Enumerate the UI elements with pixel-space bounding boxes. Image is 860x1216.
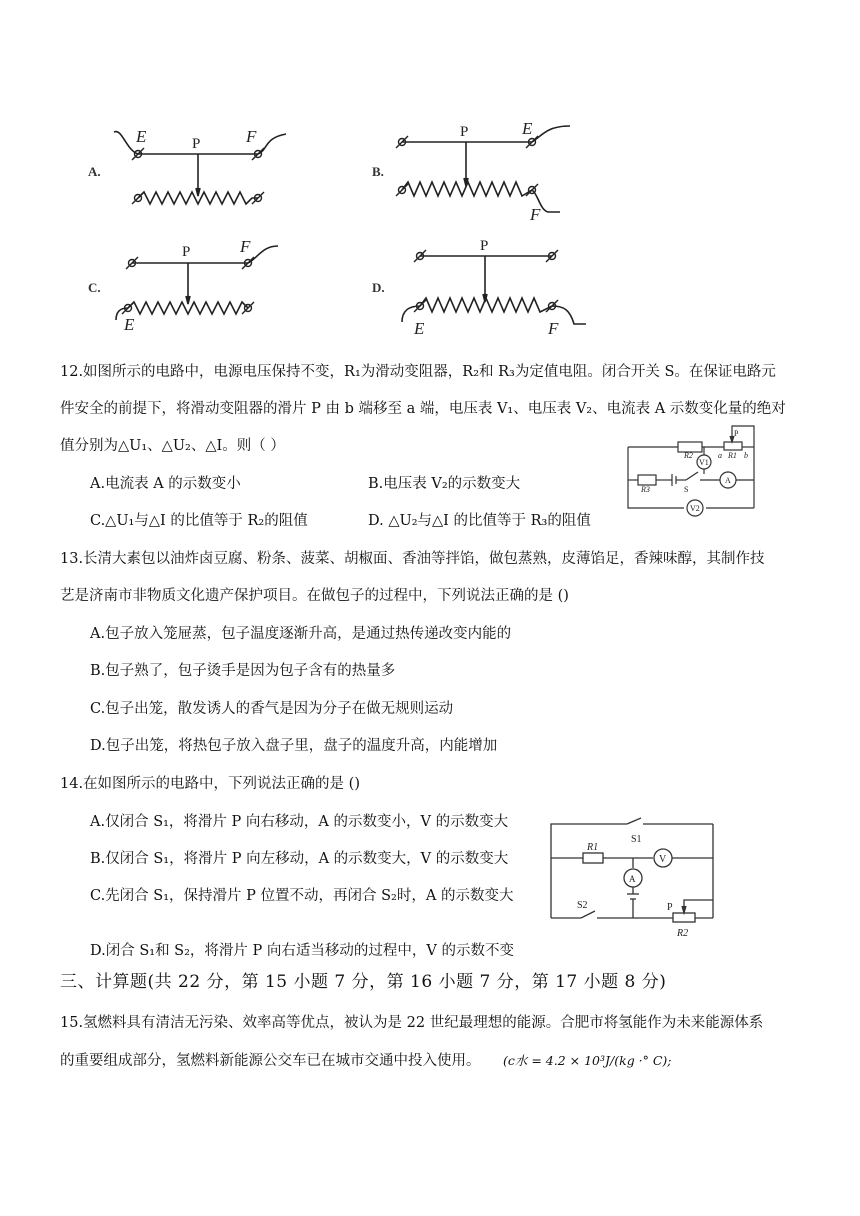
q14-circuit-diagram <box>545 812 720 942</box>
q13-option-d: D.包子出笼，将热包子放入盘子里，盘子的温度升高，内能增加 <box>90 738 498 754</box>
q14-label-s2: S2 <box>577 900 588 911</box>
label-b-f: F <box>530 205 541 224</box>
q12-line1: 12.如图所示的电路中，电源电压保持不变，R₁为滑动变阻器，R₂和 R₃为定值电阻。闭合开关 S。在保证电路元 <box>60 364 776 380</box>
q12-label-a: a <box>718 451 722 460</box>
q12-label-r2: R2 <box>684 451 693 460</box>
q14-option-a: A.仅闭合 S₁，将滑片 P 向右移动，A 的示数变小，V 的示数变大 <box>90 814 509 830</box>
q13-option-c: C.包子出笼，散发诱人的香气是因为分子在做无规则运动 <box>90 701 454 717</box>
label-a-e: E <box>136 127 147 146</box>
q15-line1: 15.氢燃料具有清洁无污染、效率高等优点，被认为是 22 世纪最理想的能源。合肥市将氢能作为未来能源体系 <box>60 1015 764 1031</box>
label-d-f: F <box>548 319 559 338</box>
label-c-p: P <box>182 244 191 260</box>
label-b-p: P <box>460 124 469 140</box>
label-d-e: E <box>414 319 425 338</box>
q11-options-figure <box>80 110 620 350</box>
q14-label-r1: R1 <box>587 842 599 853</box>
q12-label-b: b <box>744 451 748 460</box>
q12-option-c: C.△U₁与△I 的比值等于 R₂的阻值 <box>90 513 308 529</box>
label-c-f: F <box>240 237 251 256</box>
option-label-d: D. <box>372 280 385 295</box>
q14-label-r2: R2 <box>677 928 689 939</box>
q14-label-v: V <box>659 854 667 865</box>
q14-label-am: A <box>629 874 636 884</box>
label-b-e: E <box>522 119 533 138</box>
label-c-e: E <box>124 315 135 334</box>
q13-option-a: A.包子放入笼屉蒸，包子温度逐渐升高，是通过热传递改变内能的 <box>90 626 512 642</box>
label-d-p: P <box>480 238 489 254</box>
option-label-b: B. <box>372 164 384 179</box>
q12-label-r3: R3 <box>641 485 650 494</box>
q12-label-s: S <box>684 485 689 494</box>
q14-line1: 14.在如图所示的电路中，下列说法正确的是 () <box>60 776 360 792</box>
q12-label-r1: R1 <box>728 451 737 460</box>
q12-line3: 值分别为△U₁、△U₂、△I。则（ ） <box>60 438 285 454</box>
label-a-f: F <box>246 127 257 146</box>
q12-option-a: A.电流表 A 的示数变小 <box>90 476 241 492</box>
q15-line2: 的重要组成部分，氢燃料新能源公交车已在城市交通中投入使用。 <box>60 1053 481 1069</box>
q14-label-p: P <box>667 902 673 913</box>
q13-line2: 艺是济南市非物质文化遗产保护项目。在做包子的过程中，下列说法正确的是 () <box>60 588 569 604</box>
q12-option-b: B.电压表 V₂的示数变大 <box>368 476 521 492</box>
option-label-a: A. <box>88 164 101 179</box>
q14-label-s1: S1 <box>631 834 642 845</box>
section3-title: 三、计算题(共 22 分，第 15 小题 7 分，第 16 小题 7 分，第 17 小题 8 分) <box>60 972 667 992</box>
q14-option-c: C.先闭合 S₁，保持滑片 P 位置不动，再闭合 S₂时，A 的示数变大 <box>90 888 514 904</box>
q12-line2: 件安全的前提下，将滑动变阻器的滑片 P 由 b 端移至 a 端，电压表 V₁、电压表 V₂、电流表 A 示数变化量的绝对 <box>60 401 786 417</box>
q14-option-b: B.仅闭合 S₁，将滑片 P 向左移动，A 的示数变大，V 的示数变大 <box>90 851 509 867</box>
q13-option-b: B.包子熟了，包子烫手是因为包子含有的热量多 <box>90 663 396 679</box>
q12-label-am: A <box>725 476 731 485</box>
q12-label-p: P <box>734 429 739 438</box>
q12-option-d: D. △U₂与△I 的比值等于 R₃的阻值 <box>368 513 591 529</box>
q12-circuit-diagram <box>620 422 760 520</box>
q12-label-v1: V1 <box>699 458 709 467</box>
q13-line1: 13.长清大素包以油炸卤豆腐、粉条、菠菜、胡椒面、香油等拌馅，做包蒸熟，皮薄馅足，香辣味醇，其制作技 <box>60 551 765 567</box>
q12-label-v2: V2 <box>690 504 700 513</box>
q15-formula: (c水 = 4.2 × 10³J/(kg ·° C); <box>503 1053 672 1068</box>
q14-option-d: D.闭合 S₁和 S₂，将滑片 P 向右适当移动的过程中，V 的示数不变 <box>90 943 514 959</box>
label-a-p: P <box>192 136 201 152</box>
option-label-c: C. <box>88 280 101 295</box>
